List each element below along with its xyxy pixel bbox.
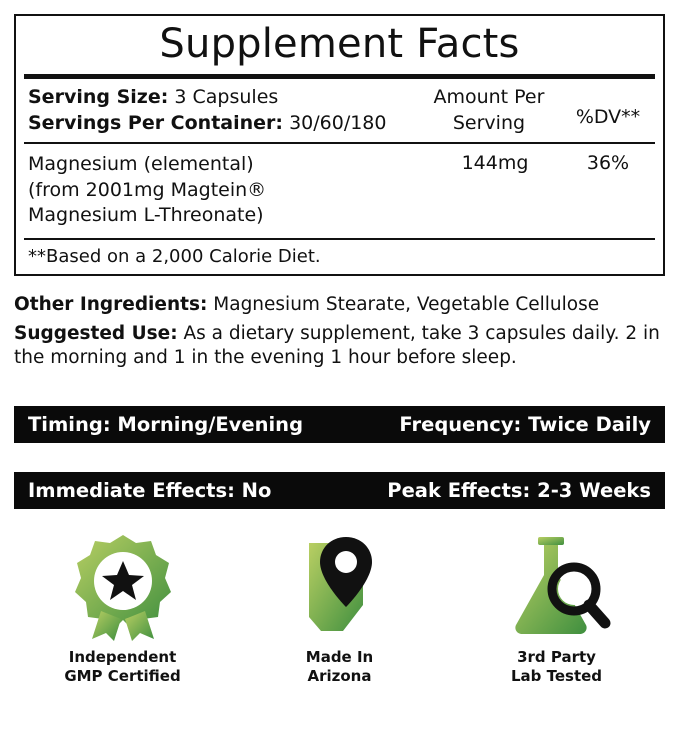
badge-caption-line2: Lab Tested bbox=[510, 666, 603, 685]
suggested-use-block bbox=[14, 322, 669, 369]
immediate-effects-text: Immediate Effects: No bbox=[28, 479, 272, 502]
badge-caption-line1: Independent bbox=[68, 648, 177, 666]
amount-header-line1: Amount Per bbox=[433, 86, 545, 108]
servings-per-container-line bbox=[28, 111, 419, 137]
serving-info-block bbox=[16, 79, 663, 142]
nutrient-amount: 144mg bbox=[461, 152, 529, 175]
badge-caption-line2: Arizona bbox=[307, 666, 372, 685]
servings-per-container-label: Servings Per Container: bbox=[28, 111, 284, 134]
other-ingredients-label: Other Ingredients: bbox=[14, 294, 208, 315]
badge-gmp-certified bbox=[14, 528, 231, 718]
panel-title: Supplement Facts bbox=[159, 21, 520, 67]
nutrient-name-line1: Magnesium (elemental) bbox=[28, 153, 254, 176]
badge-caption bbox=[306, 648, 373, 686]
lab-flask-magnifier-icon bbox=[502, 528, 612, 646]
badge-lab-tested bbox=[448, 528, 665, 718]
badge-caption bbox=[511, 648, 602, 686]
amount-header-line2: Serving bbox=[452, 111, 526, 134]
supplement-facts-panel bbox=[14, 14, 665, 276]
nutrient-row bbox=[16, 144, 663, 238]
other-ingredients-value: Magnesium Stearate, Vegetable Cellulose bbox=[213, 294, 600, 315]
badge-made-in-arizona bbox=[231, 528, 448, 718]
suggested-use-label: Suggested Use: bbox=[14, 323, 178, 344]
nutrient-name bbox=[28, 152, 425, 228]
nutrient-name-line2: (from 2001mg Magtein® bbox=[28, 178, 267, 201]
badge-caption bbox=[64, 648, 180, 686]
arizona-map-pin-icon bbox=[285, 528, 395, 646]
effects-bar bbox=[14, 472, 665, 509]
nutrient-daily-value: 36% bbox=[586, 152, 630, 175]
serving-size-value: 3 Capsules bbox=[174, 86, 279, 108]
trust-badges bbox=[14, 528, 665, 718]
serving-info-text bbox=[28, 85, 419, 136]
badge-caption-line2: GMP Certified bbox=[64, 666, 181, 685]
other-ingredients-block bbox=[14, 293, 669, 317]
timing-text: Timing: Morning/Evening bbox=[28, 413, 304, 436]
timing-frequency-bar bbox=[14, 406, 665, 443]
suggested-use-value: As a dietary supplement, take 3 capsules daily. 2 in the morning and 1 in the evening 1 hour before sleep. bbox=[14, 323, 660, 368]
gmp-certified-seal-icon bbox=[68, 528, 178, 646]
badge-caption-line1: 3rd Party bbox=[517, 648, 596, 666]
servings-per-container-value: 30/60/180 bbox=[289, 111, 387, 134]
column-headers bbox=[419, 85, 651, 136]
badge-caption-line1: Made In bbox=[305, 648, 374, 666]
daily-value-header: %DV** bbox=[575, 106, 641, 128]
serving-size-line bbox=[28, 85, 419, 111]
panel-footnote: **Based on a 2,000 Calorie Diet. bbox=[28, 246, 321, 268]
peak-effects-text: Peak Effects: 2-3 Weeks bbox=[387, 479, 651, 502]
nutrient-name-line3: Magnesium L-Threonate) bbox=[28, 203, 264, 226]
serving-size-label: Serving Size: bbox=[28, 86, 169, 108]
amount-per-serving-header bbox=[419, 85, 559, 136]
frequency-text: Frequency: Twice Daily bbox=[399, 413, 651, 436]
